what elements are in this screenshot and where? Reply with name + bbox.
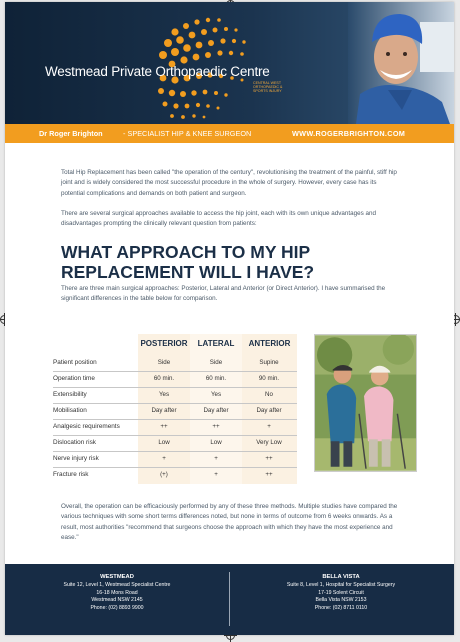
surgeon-photo	[348, 2, 454, 124]
table-cell: +	[214, 471, 218, 478]
table-cell: (+)	[160, 471, 168, 478]
address-line: 16-18 Mons Road	[96, 589, 138, 596]
table-cell: ++	[212, 423, 220, 430]
table-row	[53, 387, 297, 404]
bella-vista-address	[251, 574, 431, 613]
table-cell: Supine	[259, 359, 279, 366]
couple-hiking-photo	[314, 334, 417, 472]
page-heading: WHAT APPROACH TO MY HIP REPLACEMENT WILL I HAVE?	[61, 242, 315, 282]
westmead-address	[27, 574, 207, 613]
row-label: Fracture risk	[53, 471, 89, 478]
row-label: Patient position	[53, 359, 97, 366]
address-line: Bella Vista NSW 2153	[315, 597, 367, 604]
table-cell: Yes	[158, 391, 170, 398]
table-row	[53, 451, 297, 468]
table-cell: Low	[210, 439, 222, 446]
table-row	[53, 467, 297, 483]
footer	[5, 564, 454, 635]
header-anterior: ANTERIOR	[248, 339, 291, 348]
table-cell: +	[162, 455, 166, 462]
address-line: Suite 8, Level 1, Hospital for Specialist Surgery	[286, 581, 396, 588]
row-label: Extensibility	[53, 391, 87, 398]
address-line: 17-19 Solent Circuit	[318, 589, 364, 596]
phone-number: Phone: (02) 8711 0110	[314, 605, 368, 612]
centre-subtitle: CENTRAL WEST ORTHOPAEDIC & SPORTS INJURY	[253, 81, 283, 94]
header-lateral: LATERAL	[197, 339, 235, 348]
doctor-name: Dr Roger Brighton	[39, 129, 103, 138]
conclusion-paragraph: Overall, the operation can be efficaciously performed by any of these three methods. Multiple studies have compared the various techniques with some short terms differences noted, but none in terms of outcome from 6 weeks onwards. As a result, most authorities "recommend that surgeons choose the approach with which they have the most experience and ease."	[61, 503, 398, 542]
row-label: Mobilisation	[53, 407, 87, 414]
website-link[interactable]: WWW.ROGERBRIGHTON.COM	[292, 129, 406, 138]
table-row	[53, 435, 297, 452]
table-cell: Low	[158, 439, 170, 446]
address-line: Suite 12, Level 1, Westmead Specialist Centre	[63, 581, 171, 588]
doctor-role: - SPECIALIST HIP & KNEE SURGEON	[123, 129, 252, 138]
phone-number: Phone: (02) 8893 9900	[90, 605, 144, 612]
table-cell: 60 min.	[153, 375, 175, 382]
table-cell: Day after	[256, 407, 282, 414]
table-cell: ++	[160, 423, 168, 430]
table-row	[53, 403, 297, 420]
approaches-paragraph: There are several surgical approaches available to access the hip joint, each with its own unique advantages and disadvantages prompting the clinically relevant question from patients:	[61, 210, 377, 228]
table-row	[53, 355, 297, 372]
row-label: Operation time	[53, 375, 95, 382]
centre-name: Westmead Private Orthopaedic Centre	[45, 64, 270, 79]
header-banner	[5, 2, 454, 124]
table-cell: +	[214, 455, 218, 462]
dot-logo-icon	[5, 2, 345, 124]
table-cell: Yes	[210, 391, 222, 398]
table-cell: 90 min.	[258, 375, 280, 382]
table-cell: No	[265, 391, 273, 398]
location-title: WESTMEAD	[100, 574, 134, 580]
brochure-page	[5, 2, 454, 635]
table-cell: ++	[265, 455, 273, 462]
row-label: Dislocation risk	[53, 439, 96, 446]
row-label: Analgesic requirements	[53, 423, 120, 430]
table-row	[53, 419, 297, 436]
table-cell: +	[267, 423, 271, 430]
header-posterior: POSTERIOR	[140, 339, 188, 348]
table-cell: ++	[265, 471, 273, 478]
location-title: BELLA VISTA	[322, 574, 360, 580]
footer-divider	[229, 572, 230, 626]
table-cell: Very Low	[256, 439, 282, 446]
table-row	[53, 371, 297, 388]
table-cell: Side	[157, 359, 171, 366]
address-line: Westmead NSW 2145	[91, 597, 143, 604]
summary-paragraph: There are three main surgical approaches: Posterior, Lateral and Anterior (or Direct Anterior). I have summarised the significant differences in the table below for comparison.	[61, 285, 386, 303]
intro-paragraph: Total Hip Replacement has been called "the operation of the century", revolutionising the treatment of the painful, stiff hip joint and is widely considered the most successful procedure in the whole of surgery. However, every case has its potential complications and demands on both patient and surgeon.	[61, 169, 397, 197]
table-cell: 60 min.	[205, 375, 227, 382]
row-label: Nerve injury risk	[53, 455, 99, 462]
table-cell: Day after	[203, 407, 229, 414]
doctor-bar	[5, 124, 454, 143]
table-cell: Side	[209, 359, 223, 366]
table-cell: Day after	[151, 407, 177, 414]
